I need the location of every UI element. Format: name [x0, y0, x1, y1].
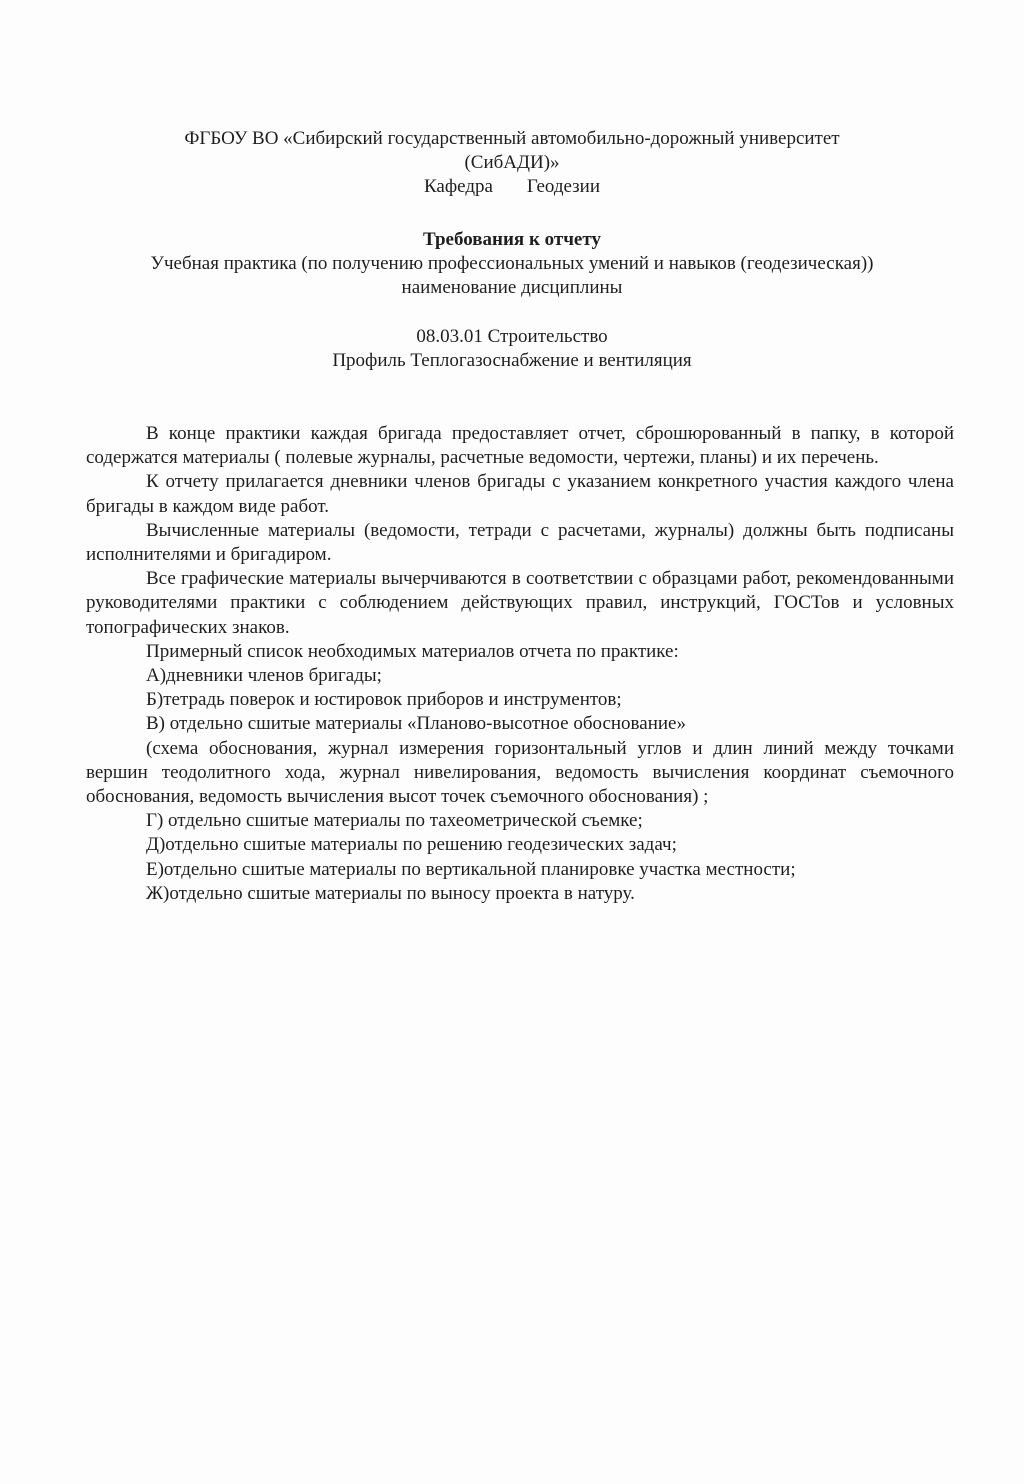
discipline-caption: наименование дисциплины [401, 277, 623, 298]
list-item-v: В) отдельно сшитые материалы «Планово-высотное обоснование» [146, 713, 686, 735]
list-item-e: Е)отдельно сшитые материалы по вертикальной планировке участка местности; [146, 858, 796, 880]
program-code: 08.03.01 Строительство [416, 326, 608, 347]
paragraph-graphics: Все графические материалы вычерчиваются в соответствии с образцами работ, рекомендованными руководителями практики с соблюдением действующих правил, инструкций, ГОСТов и условных топографических знаков. [86, 568, 954, 638]
title-block [0, 228, 1024, 300]
discipline-name: Учебная практика (по получению профессиональных умений и навыков (геодезическая)) [150, 253, 874, 274]
department-name: Геодезии [526, 176, 601, 197]
list-item-b: Б)тетрадь поверок и юстировок приборов и инструментов; [146, 689, 622, 711]
program-profile: Профиль Теплогазоснабжение и вентиляция [332, 350, 692, 371]
list-item-g: Г) отдельно сшитые материалы по тахеометрической съемке; [146, 810, 643, 832]
document-title: Требования к отчету [423, 229, 601, 250]
document-header [0, 127, 1024, 199]
paragraph-signatures: Вычисленные материалы (ведомости, тетради с расчетами, журналы) должны быть подписаны исполнителями и бригадиром. [86, 519, 954, 566]
department-label: Кафедра [423, 176, 493, 197]
university-name: ФГБОУ ВО «Сибирский государственный автомобильно-дорожный университет [184, 128, 840, 149]
program-block [0, 325, 1024, 373]
list-item-a: А)дневники членов бригады; [146, 665, 382, 687]
university-abbr: (СибАДИ)» [464, 152, 560, 173]
list-intro: Примерный список необходимых материалов отчета по практике: [146, 640, 679, 662]
list-item-zh: Ж)отдельно сшитые материалы по выносу проекта в натуру. [146, 882, 635, 904]
paragraph-report-contents: В конце практики каждая бригада предоставляет отчет, сброшюрованный в папку, в которой содержатся материалы ( полевые журналы, расчетные ведомости, чертежи, планы) и их перечень. [86, 423, 954, 469]
paragraph-diaries: К отчету прилагается дневники членов бригады с указанием конкретного участия каждого члена бригады в каждом виде работ. [86, 471, 954, 517]
list-item-d: Д)отдельно сшитые материалы по решению геодезических задач; [146, 834, 677, 856]
department [0, 175, 1024, 199]
document-body [86, 422, 954, 906]
list-item-v-detail: (схема обоснования, журнал измерения горизонтальный углов и длин линий между точками вершин теодолитного хода, журнал нивелирования, ведомость вычисления координат съемочного обоснования, ведомость вычисления высот точек съемочного обоснования) ; [86, 737, 954, 808]
